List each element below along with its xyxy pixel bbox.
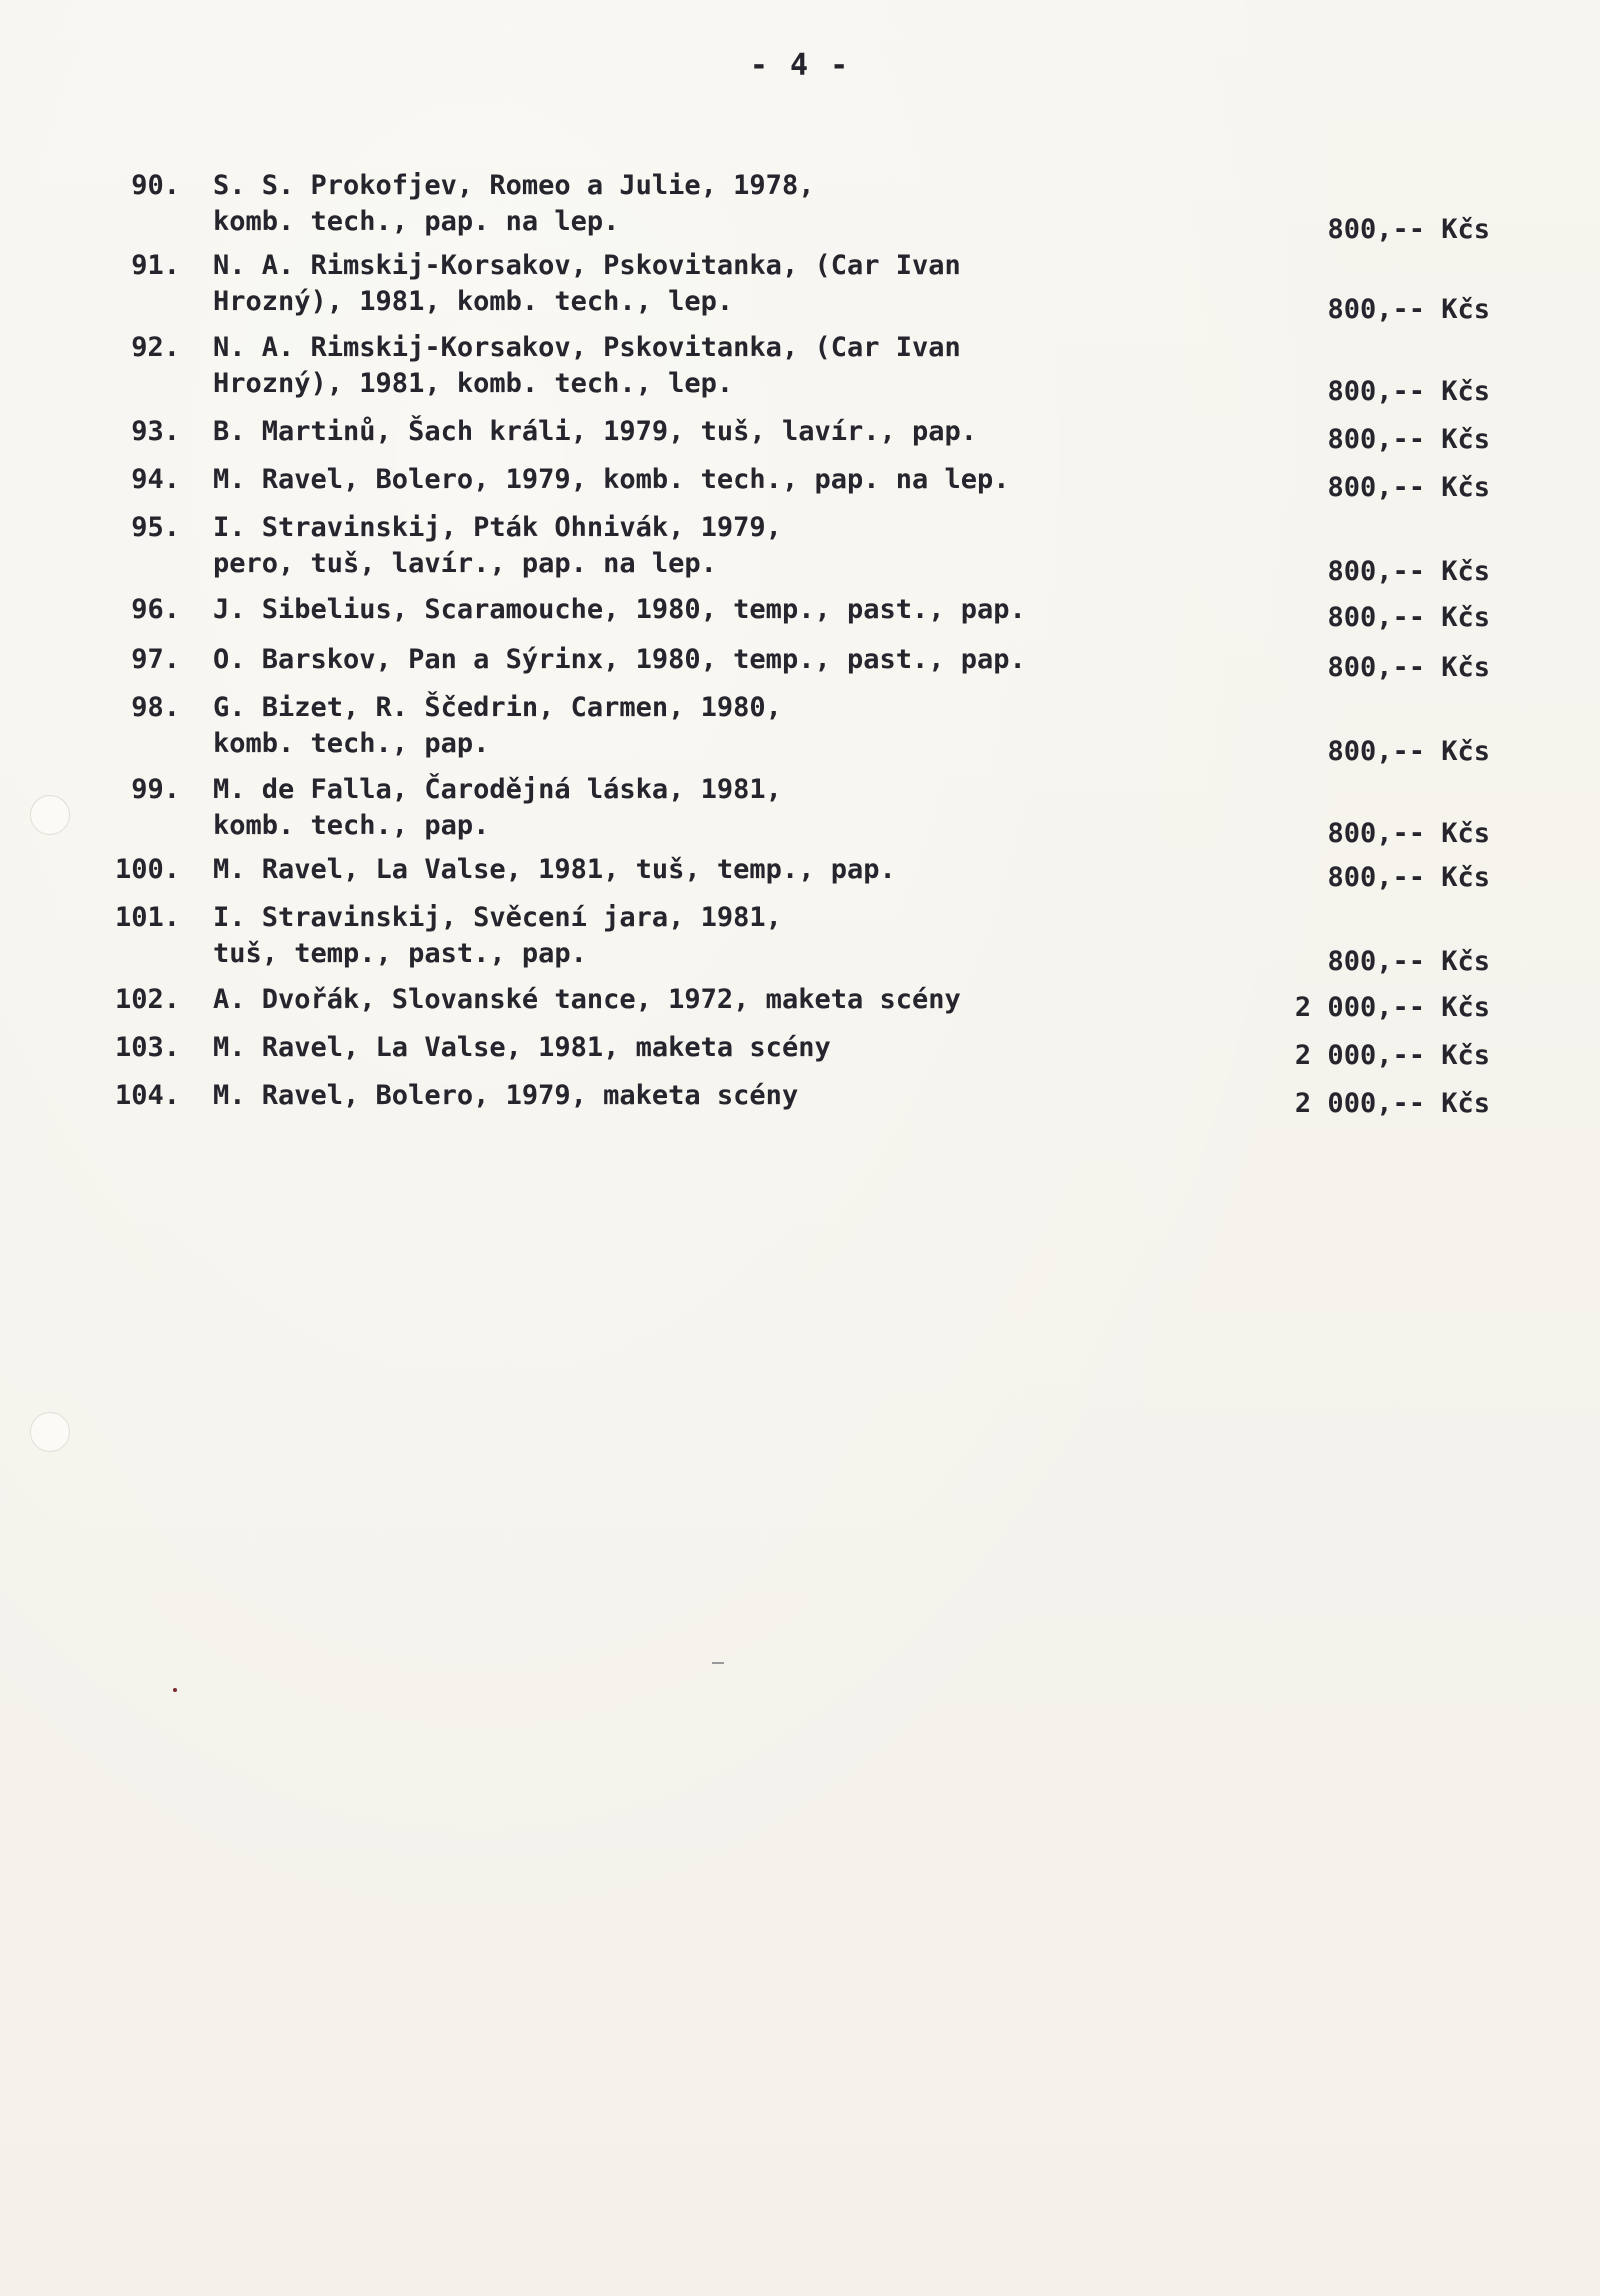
entry-description-line: komb. tech., pap. na lep. xyxy=(213,206,620,237)
entry-number: 91. xyxy=(131,250,180,281)
entry-description-line: N. A. Rimskij-Korsakov, Pskovitanka, (Car Ivan xyxy=(213,332,961,363)
entry-description-line: I. Stravinskij, Svěcení jara, 1981, xyxy=(213,902,782,933)
entry-number: 100. xyxy=(114,854,180,885)
entry-price: 800,-- Kčs xyxy=(1327,214,1490,245)
entry-description-line: A. Dvořák, Slovanské tance, 1972, maketa scény xyxy=(213,984,961,1015)
entry-price: 2 000,-- Kčs xyxy=(1294,992,1490,1023)
entry-description-line: Hrozný), 1981, komb. tech., lep. xyxy=(213,368,734,399)
entry-description-line: B. Martinů, Šach králi, 1979, tuš, lavír., pap. xyxy=(213,416,978,447)
entry-description-line: Hrozný), 1981, komb. tech., lep. xyxy=(213,286,734,317)
entry-number: 95. xyxy=(131,512,180,543)
entry-number: 98. xyxy=(131,692,180,723)
entry-number: 102. xyxy=(114,984,180,1015)
entry-description-line: M. de Falla, Čarodějná láska, 1981, xyxy=(213,774,782,805)
entry-price: 800,-- Kčs xyxy=(1327,424,1490,455)
entry-price: 800,-- Kčs xyxy=(1327,294,1490,325)
entry-price: 800,-- Kčs xyxy=(1327,376,1490,407)
entry-description-line: S. S. Prokofjev, Romeo a Julie, 1978, xyxy=(213,170,815,201)
entry-description-line: komb. tech., pap. xyxy=(213,728,490,759)
ink-speck xyxy=(712,1662,724,1664)
entry-description-line: M. Ravel, La Valse, 1981, tuš, temp., pap. xyxy=(213,854,896,885)
entry-price: 800,-- Kčs xyxy=(1327,472,1490,503)
page-number: - 4 - xyxy=(749,48,851,83)
entry-description-line: G. Bizet, R. Ščedrin, Carmen, 1980, xyxy=(213,692,782,723)
entry-number: 97. xyxy=(131,644,180,675)
entry-price: 2 000,-- Kčs xyxy=(1294,1088,1490,1119)
entry-number: 103. xyxy=(114,1032,180,1063)
entry-number: 104. xyxy=(114,1080,180,1111)
entry-description-line: M. Ravel, Bolero, 1979, komb. tech., pap. na lep. xyxy=(213,464,1010,495)
entry-number: 94. xyxy=(131,464,180,495)
entry-description-line: N. A. Rimskij-Korsakov, Pskovitanka, (Car Ivan xyxy=(213,250,961,281)
entry-price: 800,-- Kčs xyxy=(1327,602,1490,633)
ink-speck xyxy=(173,1688,177,1692)
entry-price: 800,-- Kčs xyxy=(1327,736,1490,767)
entry-description-line: M. Ravel, Bolero, 1979, maketa scény xyxy=(213,1080,799,1111)
entry-description-line: pero, tuš, lavír., pap. na lep. xyxy=(213,548,717,579)
entry-number: 90. xyxy=(131,170,180,201)
entry-price: 2 000,-- Kčs xyxy=(1294,1040,1490,1071)
entry-description-line: O. Barskov, Pan a Sýrinx, 1980, temp., past., pap. xyxy=(213,644,1026,675)
entry-price: 800,-- Kčs xyxy=(1327,862,1490,893)
entry-price: 800,-- Kčs xyxy=(1327,818,1490,849)
entry-number: 96. xyxy=(131,594,180,625)
entry-description-line: M. Ravel, La Valse, 1981, maketa scény xyxy=(213,1032,831,1063)
entry-description-line: tuš, temp., past., pap. xyxy=(213,938,587,969)
entry-description-line: J. Sibelius, Scaramouche, 1980, temp., past., pap. xyxy=(213,594,1026,625)
entry-number: 101. xyxy=(114,902,180,933)
entry-price: 800,-- Kčs xyxy=(1327,946,1490,977)
entry-number: 93. xyxy=(131,416,180,447)
entry-price: 800,-- Kčs xyxy=(1327,652,1490,683)
entry-description-line: komb. tech., pap. xyxy=(213,810,490,841)
entry-price: 800,-- Kčs xyxy=(1327,556,1490,587)
punch-hole xyxy=(30,1412,70,1452)
punch-hole xyxy=(30,795,70,835)
entry-number: 92. xyxy=(131,332,180,363)
entry-description-line: I. Stravinskij, Pták Ohnivák, 1979, xyxy=(213,512,782,543)
entry-number: 99. xyxy=(131,774,180,805)
